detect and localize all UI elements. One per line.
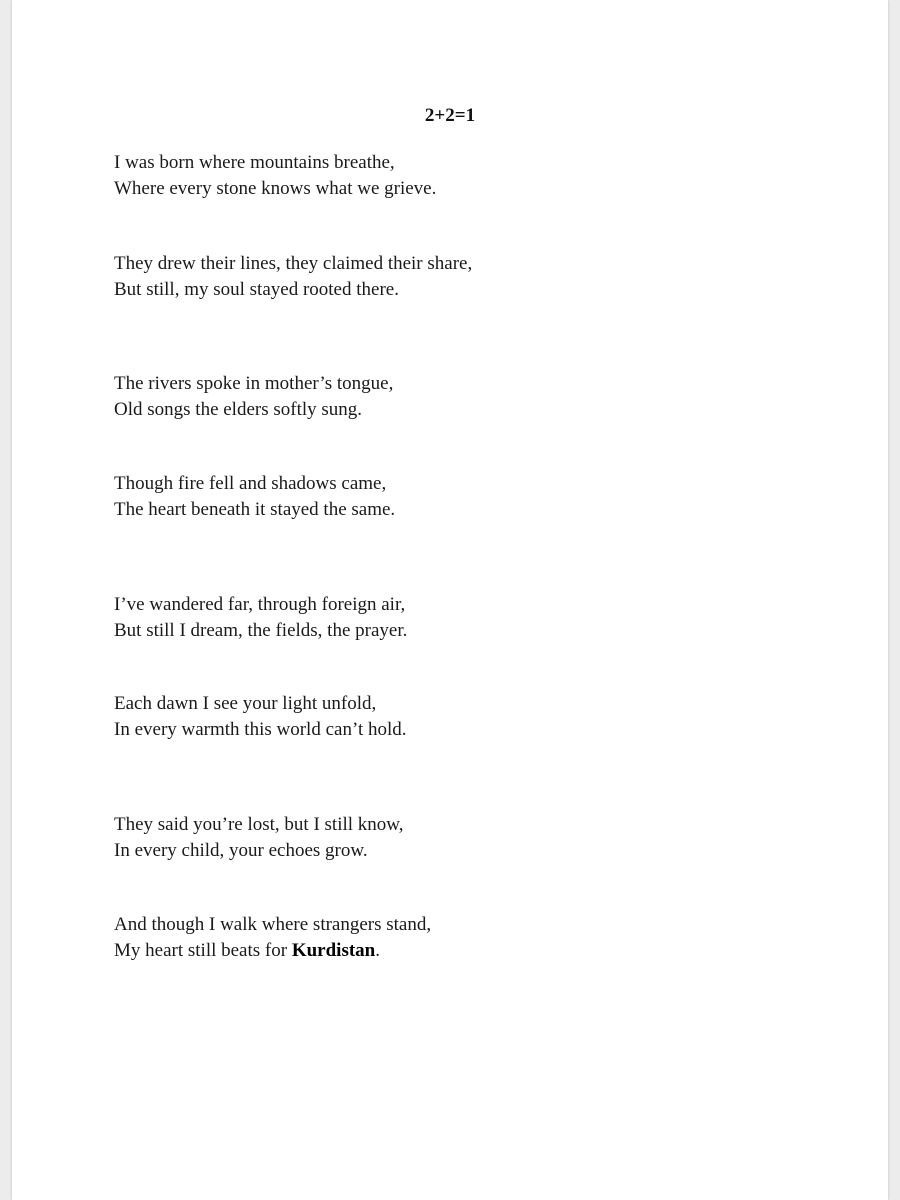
stanza-8 [114,912,431,964]
poem-line: But still, my soul stayed rooted there. [114,279,399,300]
stanza-2 [114,251,472,303]
final-line-punctuation: . [375,940,380,961]
stanza-1 [114,150,436,202]
poem-line: I was born where mountains breathe, [114,152,395,173]
poem-title: 2+2=1 [424,105,476,126]
final-line-text: My heart still beats for [114,940,292,961]
poem-line: But still I dream, the fields, the prayer. [114,620,408,641]
poem-line: I’ve wandered far, through foreign air, [114,594,406,615]
poem-line: Each dawn I see your light unfold, [114,693,377,714]
poem-line: They said you’re lost, but I still know, [114,814,404,835]
poem-line: The heart beneath it stayed the same. [114,499,396,520]
stanza-4 [114,471,395,523]
poem-line: The rivers spoke in mother’s tongue, [114,373,394,394]
poem-line: They drew their lines, they claimed their share, [114,253,473,274]
poem-line: In every warmth this world can’t hold. [114,719,407,740]
stanza-5 [114,592,407,644]
poem-line: In every child, your echoes grow. [114,840,368,861]
stanza-6 [114,691,407,743]
stanza-7 [114,812,404,864]
poem-line: And though I walk where strangers stand, [114,914,432,935]
poem-line: Old songs the elders softly sung. [114,399,363,420]
emphasized-word: Kurdistan [291,940,376,961]
stanza-3 [114,371,393,423]
poem-line: Where every stone knows what we grieve. [114,178,437,199]
document-page [12,0,888,1200]
poem-line: Though fire fell and shadows came, [114,473,387,494]
poem-final-line [114,938,431,964]
